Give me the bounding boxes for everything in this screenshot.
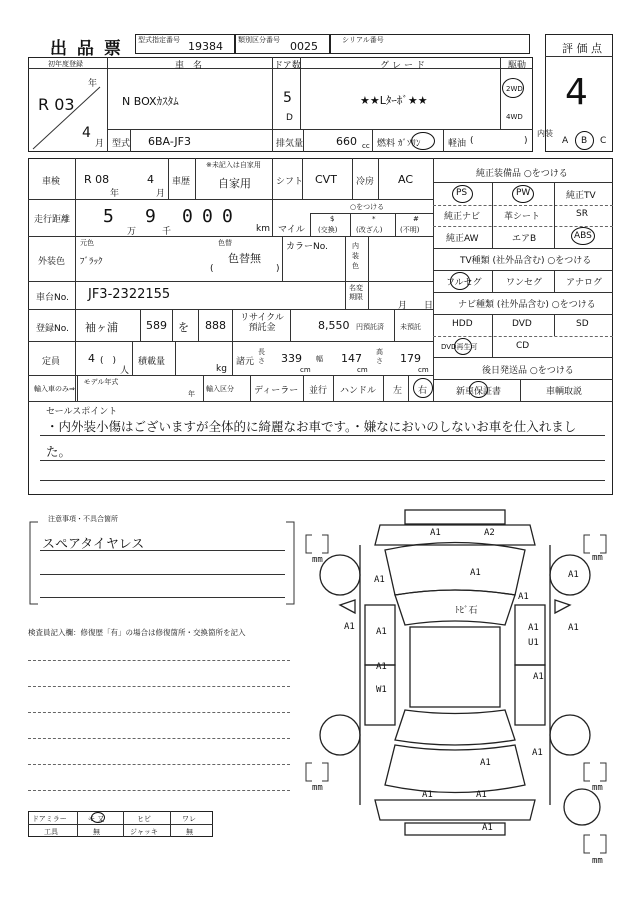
capacity-value: 4: [88, 352, 95, 365]
odo-tamper: (改ざん): [356, 226, 383, 234]
sales-text-line2: た。: [46, 444, 72, 459]
equip-sr: SR: [576, 209, 588, 219]
inspection-month: 4: [147, 173, 154, 186]
damage-mark: A1: [528, 623, 539, 633]
width-value: 147: [341, 352, 362, 365]
later-warranty: 新車保証書: [456, 387, 502, 397]
drive-2wd-circle: [502, 78, 524, 98]
name-change-label: 名変期限: [349, 284, 363, 301]
fuel-label: 燃料: [377, 139, 396, 149]
damage-mark: A1: [470, 568, 481, 578]
inspector-label: 検査員記入欄：修復歴「有」の場合は修復箇所・交換箇所を記入: [28, 628, 246, 637]
model-value: 6BA-JF3: [148, 135, 191, 148]
repaint-open: (: [210, 264, 214, 274]
handle-right: 右: [418, 386, 428, 396]
parallel: 並行: [309, 386, 328, 396]
mileage-digit-4: 0: [202, 206, 213, 227]
interior-a: A: [562, 136, 569, 146]
car-name: N BOXｶｽﾀﾑ: [122, 95, 179, 108]
equip-ps: PS: [456, 188, 468, 198]
capacity-paren: ( ): [100, 356, 117, 366]
mm-label-rl: mm: [312, 783, 323, 793]
displacement-value: 660: [336, 135, 357, 148]
capacity-person: 人: [120, 366, 130, 376]
fuel-gas: ｶﾞｿﾘﾝ: [398, 139, 421, 149]
navi-cd: CD: [516, 341, 530, 351]
equip-aw: 純正AW: [446, 234, 479, 244]
recycle-done: 円預託済: [356, 323, 384, 331]
type-cert-no: 19384: [188, 40, 223, 53]
inspection-label: 車検: [42, 177, 61, 187]
type-cert-label: 型式指定番号: [138, 36, 180, 44]
equip-pw: PW: [516, 188, 531, 198]
tv-analog: アナログ: [566, 278, 603, 288]
name-change-day: 日: [424, 301, 434, 311]
equip-navi: 純正ナビ: [444, 212, 481, 222]
mileage-digit-2: 9: [145, 206, 156, 227]
jack-label: ジャッキ: [130, 828, 158, 836]
later-warranty-circle: [469, 381, 488, 398]
color-no-label: カラーNo.: [286, 242, 328, 252]
history-note: ※未記入は自家用: [206, 161, 261, 169]
damage-mark: ﾄﾋﾞ石: [455, 606, 478, 616]
mm-label-rr: mm: [592, 783, 603, 793]
mileage-km: km: [256, 224, 270, 234]
hgt-label: 高さ: [376, 348, 383, 365]
sheet-title: 出 品 票: [50, 39, 123, 59]
recycle-value: 8,550: [318, 319, 350, 332]
reg-class: 589: [146, 319, 167, 332]
interior-color-label: 内装色: [352, 242, 359, 270]
mileage-label: 走行距離: [34, 215, 71, 225]
mileage-digit-1: 5: [103, 206, 114, 227]
history-label: 車歴: [172, 177, 191, 187]
class-no: 0025: [290, 40, 318, 53]
door-mirror-label: ドアミラー: [32, 815, 67, 823]
damage-mark: A1: [376, 627, 387, 637]
odo-hash: #: [413, 215, 419, 223]
ac-label: 冷房: [356, 177, 375, 187]
handle-left: 左: [393, 386, 403, 396]
equip-ps-circle: [452, 185, 473, 203]
doors-value: 5: [283, 90, 292, 106]
model-label: 型式: [112, 139, 131, 149]
damage-mark: A1: [344, 622, 355, 632]
fuel-other-close: ): [524, 136, 528, 146]
displacement-cc: cc: [362, 142, 370, 150]
odo-dollar: $: [330, 215, 335, 223]
interior-b: B: [581, 136, 588, 146]
interior-b-circle: [575, 131, 594, 150]
equip-pw-circle: [512, 185, 534, 203]
damage-mark: A1: [518, 592, 529, 602]
odo-unknown: (不明): [400, 226, 420, 234]
mileage-sen: 千: [162, 227, 172, 237]
car-damage-diagram: [300, 505, 630, 865]
door-mirror-mote-circle: [91, 812, 105, 823]
damage-mark: A1: [568, 623, 579, 633]
width-cm: cm: [357, 366, 368, 374]
sales-text-line1: ・内外装小傷はございますが全体的に綺麗なお車です。・嫌なにおいのしないお車を仕入れまし: [46, 419, 577, 434]
equip-abs: ABS: [574, 231, 592, 241]
grade-label: グレード: [380, 61, 429, 71]
odo-star: *: [372, 215, 376, 223]
damage-mark: A1: [480, 758, 491, 768]
equip-tv: 純正TV: [566, 191, 596, 201]
navi-hdd: HDD: [452, 319, 473, 329]
model-year-label: モデル年式: [83, 378, 119, 386]
history-value: 自家用: [218, 177, 251, 190]
later-manual: 車輌取説: [546, 387, 583, 397]
drive-4wd: 4WD: [506, 113, 523, 121]
recycle-label: リサイクル預託金: [240, 313, 284, 333]
mm-label-fr: mm: [592, 553, 603, 563]
doors-sub: D: [286, 113, 293, 123]
damage-mark: A1: [430, 528, 441, 538]
caution-text: スペアタイヤレス: [42, 537, 145, 552]
wid-label: 幅: [316, 355, 323, 363]
reg-kana: を: [178, 321, 189, 334]
damage-mark: A2: [484, 528, 495, 538]
shift-value: CVT: [315, 173, 337, 186]
doors-label: ドア数: [274, 61, 301, 71]
inspection-year: R 08: [84, 173, 110, 186]
first-reg-slash: [28, 69, 108, 152]
damage-mark: U1: [528, 638, 539, 648]
color-value: ﾌﾞﾗｯｸ: [80, 257, 103, 267]
jack-value: 無: [186, 828, 193, 836]
navi-dvd: DVD: [512, 319, 532, 329]
recycle-not: 未預託: [400, 323, 421, 331]
mm-label-spare: mm: [592, 856, 603, 866]
import-class-label: 輸入区分: [206, 385, 234, 393]
displacement-label: 排気量: [276, 139, 304, 149]
chassis-label: 車台No.: [36, 293, 69, 303]
door-mirror-wore: ワレ: [182, 815, 196, 823]
damage-mark: A1: [422, 790, 433, 800]
height-value: 179: [400, 352, 421, 365]
mileage-man: 万: [127, 227, 137, 237]
tv-oneseg: ワンセグ: [506, 278, 543, 288]
tool-value: 無: [93, 828, 100, 836]
damage-mark: A1: [568, 570, 579, 580]
std-equip-title: 純正装備品 ○をつける: [476, 169, 568, 179]
ac-value: AC: [398, 173, 414, 186]
rating-score: 4: [565, 72, 588, 113]
interior-c: C: [600, 136, 607, 146]
door-mirror-mote: モ 又: [88, 815, 105, 823]
tv-title: TV種類 (社外品含む) ○をつける: [460, 256, 592, 266]
dims-label: 諸元: [236, 357, 255, 367]
mileage-digit-5: 0: [222, 206, 233, 227]
first-reg-year: R 03: [38, 95, 75, 114]
load-kg: kg: [216, 364, 227, 374]
equip-leather: 革シート: [504, 212, 541, 222]
interior-label: 内装: [537, 129, 553, 138]
door-mirror-hibi: ヒビ: [137, 815, 151, 823]
damage-mark: A1: [374, 575, 385, 585]
orig-color-label: 元色: [80, 239, 94, 247]
car-name-label: 車 名: [175, 61, 203, 71]
handle-label: ハンドル: [340, 386, 377, 396]
mm-label-fl: mm: [312, 555, 323, 565]
inspection-mo: 月: [156, 189, 166, 199]
length-cm: cm: [300, 366, 311, 374]
equip-abs-circle: [571, 227, 595, 245]
handle-right-circle: [413, 378, 433, 398]
shift-label: シフト: [276, 177, 304, 187]
sales-label: セールスポイント: [46, 407, 118, 417]
serial-label: シリアル番号: [342, 36, 384, 44]
chassis-value: JF3-2322155: [88, 287, 171, 302]
navi-title: ナビ種類 (社外品含む) ○をつける: [458, 300, 596, 310]
odo-check: ○をつける: [350, 203, 385, 211]
fuel-diesel: 軽油: [448, 139, 467, 149]
equip-airbag: エアB: [512, 234, 537, 244]
tv-fullseg-circle: [450, 272, 470, 290]
first-reg-month: 4: [82, 125, 91, 141]
name-change-month: 月: [398, 301, 408, 311]
damage-mark: A1: [532, 748, 543, 758]
rating-label: 評 価 点: [562, 42, 602, 55]
grade-value: ★★Lﾀｰﾎﾞ★★: [360, 94, 428, 107]
repaint-close: ): [276, 264, 280, 274]
first-reg-month-unit: 月: [95, 139, 105, 149]
dealer: ディーラー: [254, 386, 299, 396]
caution-label: 注意事項・不具合箇所: [48, 515, 118, 523]
navi-dvd-play: DVD再生可: [441, 343, 478, 351]
damage-mark: A1: [376, 662, 387, 672]
reg-label: 登録No.: [36, 324, 69, 334]
tv-fullseg: フルセグ: [446, 278, 482, 288]
height-cm: cm: [418, 366, 429, 374]
class-label: 類別区分番号: [238, 36, 280, 44]
reg-num: 888: [205, 319, 226, 332]
capacity-label: 定員: [42, 357, 61, 367]
repaint-label: 色替: [218, 239, 232, 247]
reg-area: 袖ヶ浦: [85, 321, 118, 334]
navi-dvd-play-circle: [454, 338, 472, 355]
drive-label: 駆動: [508, 61, 527, 71]
later-title: 後日発送品 ○をつける: [482, 366, 574, 376]
model-year-unit: 年: [188, 390, 195, 398]
first-reg-year-unit: 年: [88, 79, 98, 89]
tool-label: 工具: [44, 828, 58, 836]
fuel-other-open: (: [470, 136, 474, 146]
len-label: 長さ: [258, 348, 265, 365]
repaint-value: 色替無: [228, 252, 261, 265]
mile-label: マイル: [278, 225, 305, 235]
damage-mark: A1: [482, 823, 493, 833]
import-label: 輸入車のみ⇒: [34, 385, 75, 393]
first-reg-label: 初年度登録: [48, 60, 83, 68]
inspection-yr: 年: [110, 189, 120, 199]
damage-mark: W1: [376, 685, 387, 695]
navi-sd: SD: [576, 319, 589, 329]
color-label: 外装色: [38, 257, 66, 267]
load-label: 積載量: [138, 357, 166, 367]
odo-swap: (交換): [318, 226, 338, 234]
damage-mark: A1: [476, 790, 487, 800]
damage-mark: A1: [533, 672, 544, 682]
mileage-digit-3: 0: [182, 206, 193, 227]
length-value: 339: [281, 352, 302, 365]
fuel-gas-circle: [411, 132, 435, 150]
drive-2wd: 2WD: [506, 85, 523, 93]
